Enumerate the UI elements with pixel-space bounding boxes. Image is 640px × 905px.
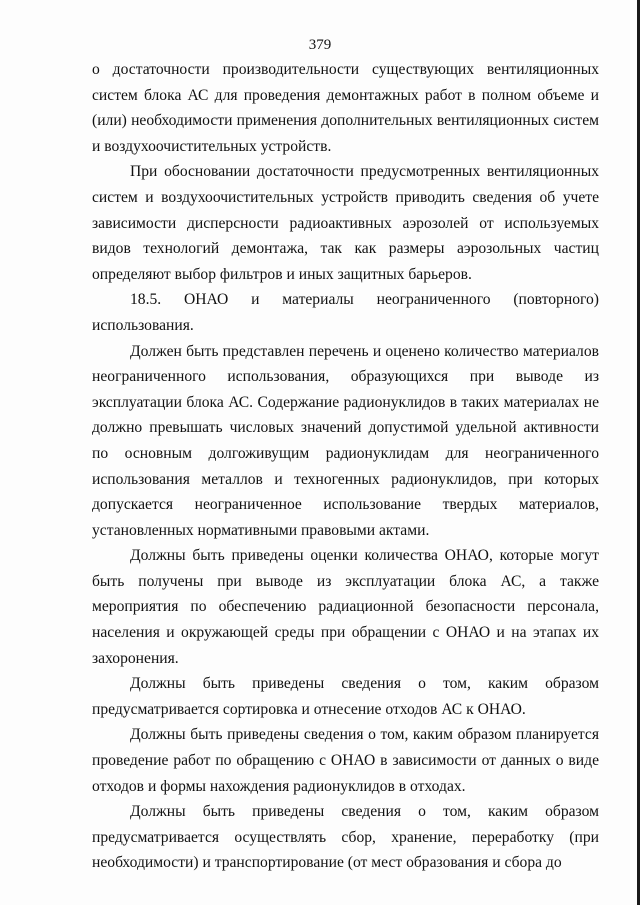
page-number: 379	[308, 37, 332, 53]
section-heading-18-5: 18.5. ОНАО и материалы неограниченного (повторного) использования.	[92, 291, 599, 334]
paragraph-ventilation-justification: При обосновании достаточности предусмотренных вентиляционных систем и воздухоочистительных устройств приводить сведения об учете зависимости дисперсности радиоактивных аэрозолей от используемых видов технологий демонтажа, так как размеры аэрозольных частиц определяют выбор фильтров и иных защитных барьеров.	[92, 163, 599, 283]
paragraph-ventilation-continued: о достаточности производительности существующих вентиляционных систем блока АС для проведения демонтажных работ в полном объеме и (или) необходимости применения дополнительных вентиляционных систем и воздухоочистительных устройств.	[92, 61, 599, 155]
paragraph-unrestricted-materials: Должен быть представлен перечень и оценено количество материалов неограниченного использования, образующихся при выводе из эксплуатации блока АС. Содержание радионуклидов в таких материалах не должно превышать числовых значений допустимой удельной активности по основным долгоживущим радионуклидам для неограниченного использования металлов и техногенных радионуклидов, при которых допускается неограниченное использование твердых материалов, установленных нормативными правовыми актами.	[92, 342, 599, 539]
paragraph-onao-sorting: Должны быть приведены сведения о том, каким образом предусматривается сортировка и отнесение отходов АС к ОНАО.	[92, 675, 599, 718]
paragraph-onao-handling: Должны быть приведены сведения о том, каким образом планируется проведение работ по обращению с ОНАО в зависимости от данных о виде отходов и формы нахождения радионуклидов в отходах.	[92, 726, 599, 795]
paragraph-onao-collection: Должны быть приведены сведения о том, каким образом предусматривается осуществлять сбор, хранение, переработку (при необходимости) и транспортирование (от мест образования и сбора до	[92, 803, 599, 872]
document-body	[92, 57, 599, 876]
paragraph-onao-estimates: Должны быть приведены оценки количества ОНАО, которые могут быть получены при выводе из эксплуатации блока АС, а также мероприятия по обеспечению радиационной безопасности персонала, населения и окружающей среды при обращении с ОНАО и на этапах их захоронения.	[92, 547, 599, 667]
